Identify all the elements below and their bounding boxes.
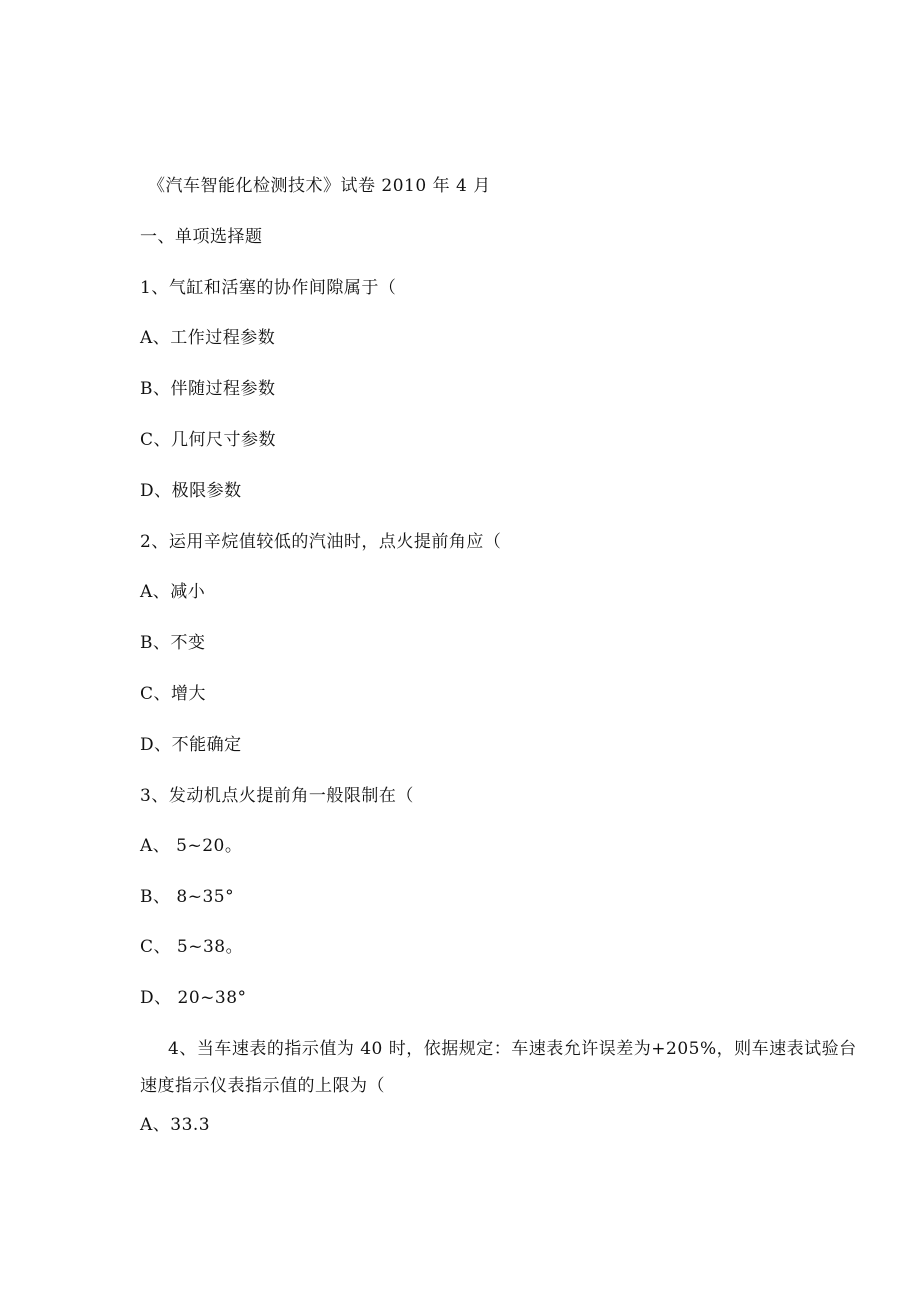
question-4-stem-text-1: 4、当车速表的指示值为 40 时，依据规定：车速表允许误差为+205%，则车速表试验台 — [168, 1039, 857, 1059]
question-3-option-d: D、 20~38° — [140, 988, 247, 1008]
question-1-option-d: D、极限参数 — [140, 481, 242, 501]
question-1-option-a: A、工作过程参数 — [140, 328, 276, 348]
question-2-option-c: C、增大 — [140, 684, 207, 704]
section-heading: 一、单项选择题 — [140, 227, 263, 247]
question-3-option-c: C、 5~38。 — [140, 937, 244, 957]
question-2-option-b: B、不变 — [140, 633, 206, 653]
question-1-stem: 1、气缸和活塞的协作间隙属于（ — [140, 278, 397, 298]
question-4-stem-line-1 — [140, 1037, 857, 1061]
question-1-option-c: C、几何尺寸参数 — [140, 430, 277, 450]
question-2-option-a: A、减小 — [140, 582, 206, 602]
question-3-option-b: B、 8~35° — [140, 887, 235, 907]
question-4-stem-line-2: 速度指示仪表指示值的上限为（ — [140, 1076, 385, 1096]
question-2-stem: 2、运用辛烷值较低的汽油时，点火提前角应（ — [140, 532, 502, 552]
question-3-stem: 3、发动机点火提前角一般限制在（ — [140, 786, 414, 806]
question-1-option-b: B、伴随过程参数 — [140, 379, 276, 399]
question-3-option-a: A、 5~20。 — [140, 836, 243, 856]
question-2-option-d: D、不能确定 — [140, 735, 242, 755]
question-4-option-a: A、33.3 — [140, 1115, 211, 1135]
document-title: 《汽车智能化检测技术》试卷 2010 年 4 月 — [148, 176, 491, 196]
